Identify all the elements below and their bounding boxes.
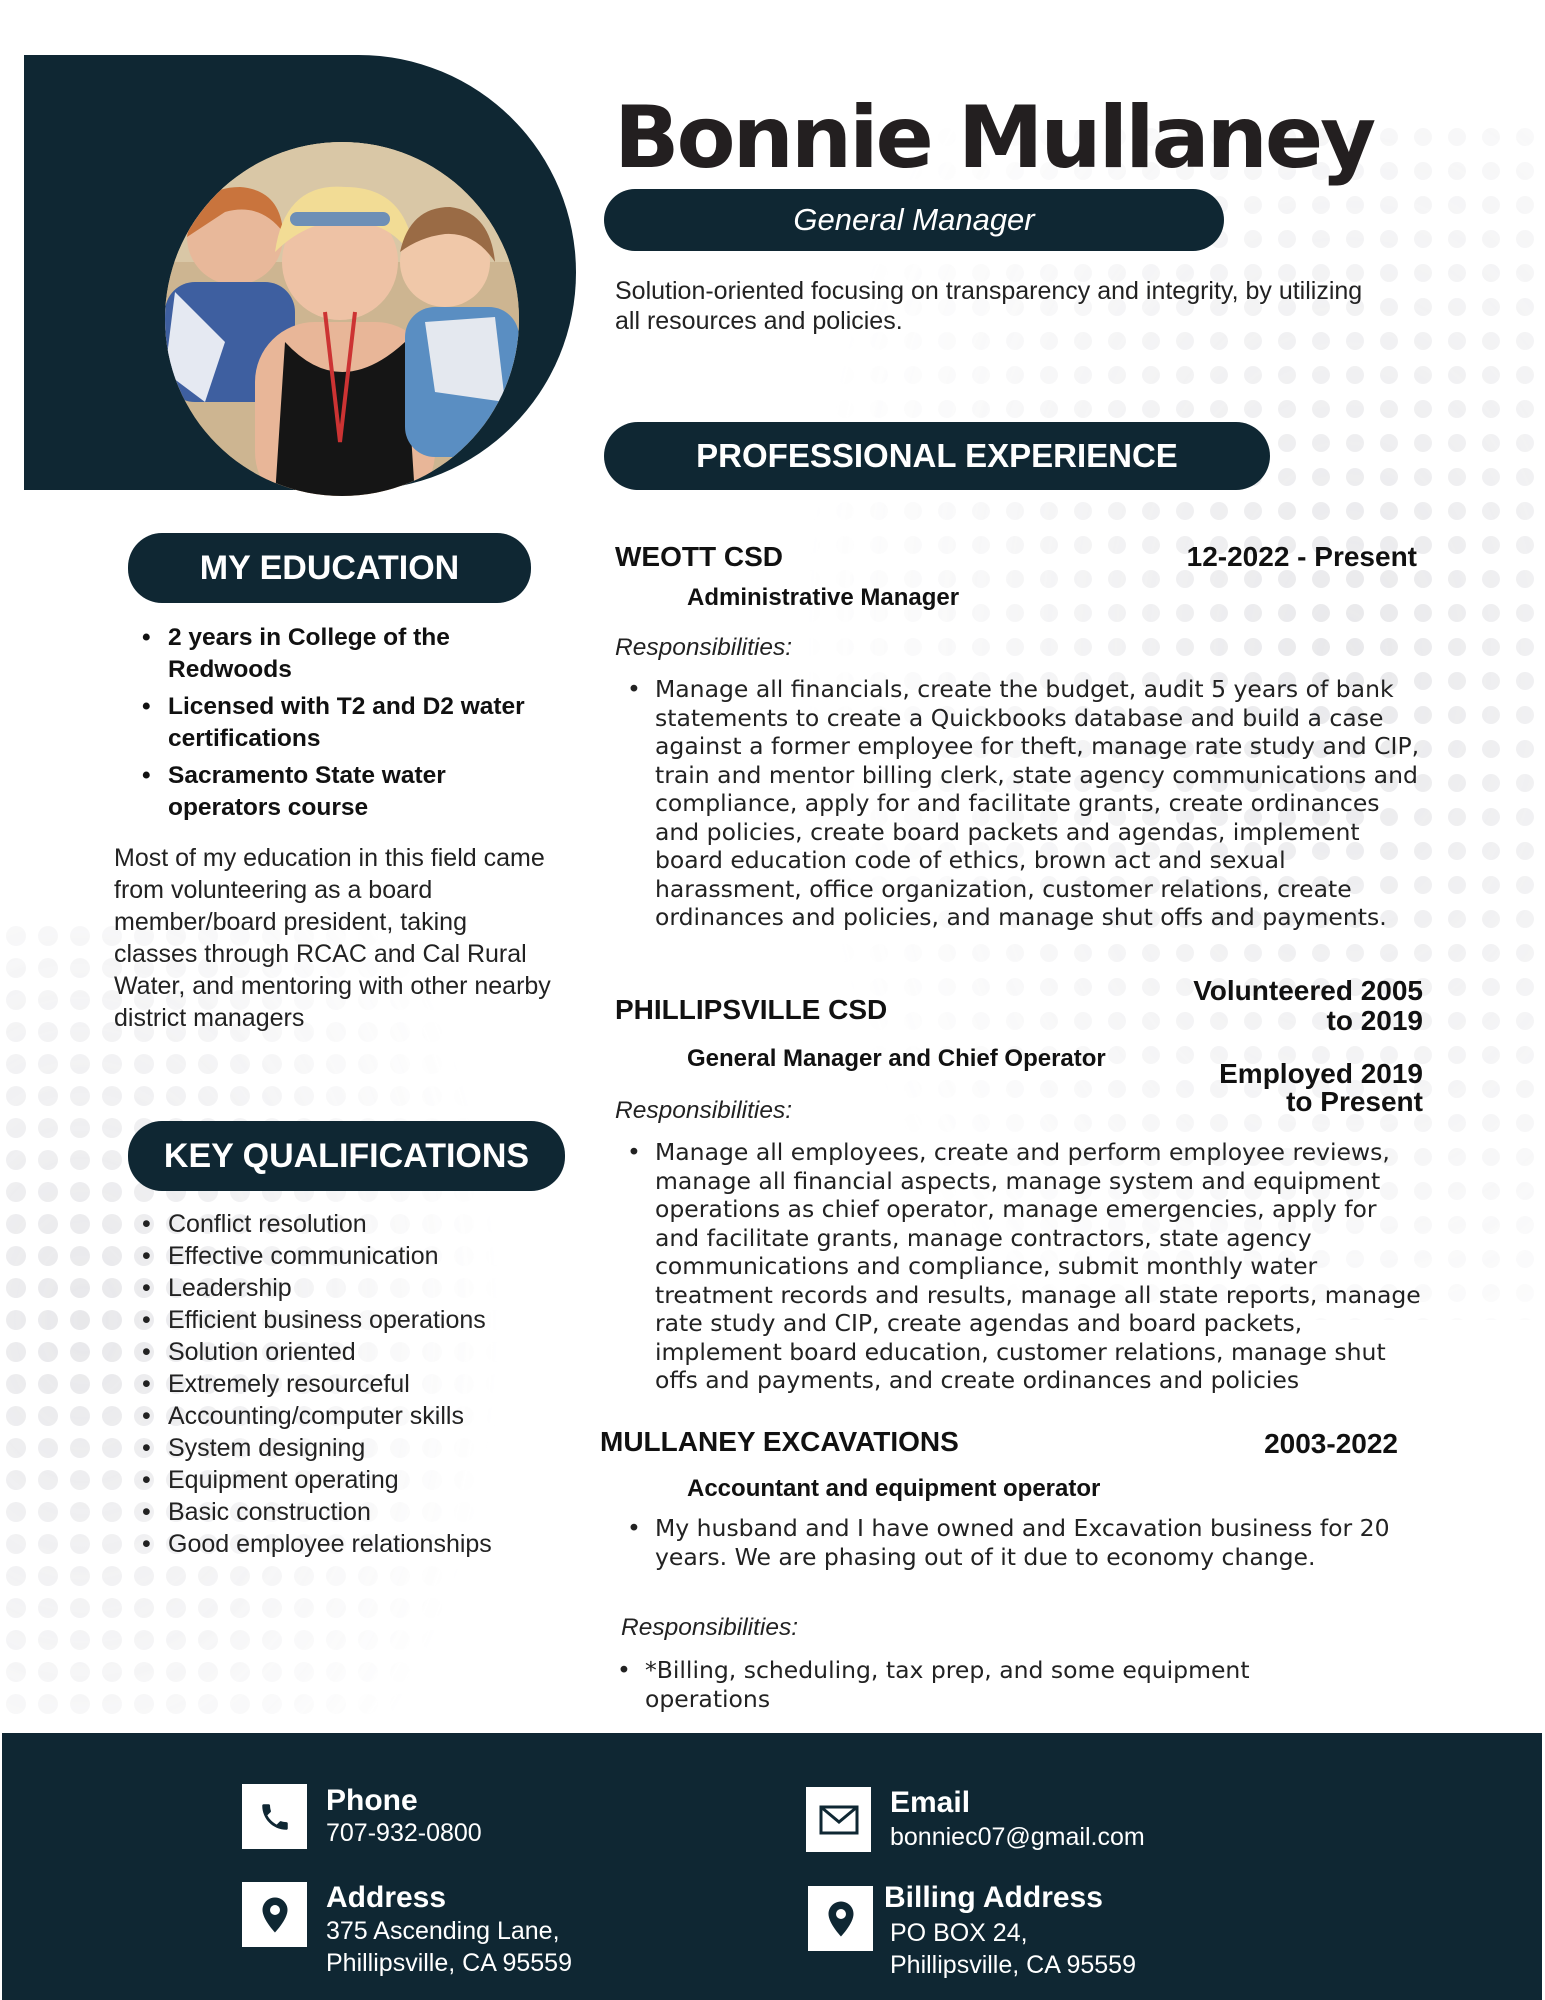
job-org-weott: WEOTT CSD xyxy=(615,541,783,572)
list-item: • 2 years in College of the Redwoods xyxy=(138,622,558,686)
job-bullets-phillipsville xyxy=(615,1138,1425,1395)
experience-heading-text: PROFESSIONAL EXPERIENCE xyxy=(696,437,1178,474)
responsibilities-label: Responsibilities: xyxy=(615,1097,793,1124)
qualifications-heading-text: KEY QUALIFICATIONS xyxy=(163,1136,530,1175)
list-item: • Basic construction xyxy=(138,1496,578,1528)
summary-text: Solution-oriented focusing on transparency and integrity, by utilizing all resources and policies. xyxy=(615,277,1363,335)
billing-line2: Phillipsville, CA 95559 xyxy=(890,1951,1136,1979)
person-name: Bonnie Mullaney xyxy=(614,88,1374,188)
profile-photo xyxy=(165,142,519,496)
job-role-mullaney: Accountant and equipment operator xyxy=(687,1475,1101,1502)
responsibilities-label: Responsibilities: xyxy=(621,1614,799,1641)
map-pin-icon xyxy=(808,1886,873,1951)
list-item: • Manage all financials, create the budget, audit 5 years of bank statements to create a Quickbooks database and build a case against a former employee for theft, manage rate study and CIP, train and mentor billing clerk, state agency communications and compliance, apply for and facilitate grants, create ordinances and policies, create board packets and agendas, implement board education code of ethics, brown act and sexual harassment, office organization, customer relations, create ordinances and policies, and manage shut offs and payments. xyxy=(615,675,1425,932)
address-label: Address xyxy=(326,1881,447,1914)
list-item: • Extremely resourceful xyxy=(138,1368,578,1400)
job-bullets-weott xyxy=(615,675,1425,932)
job-role-phillipsville: General Manager and Chief Operator xyxy=(687,1045,1106,1072)
contact-footer xyxy=(2,1733,1542,2000)
job-role-weott: Administrative Manager xyxy=(687,584,960,611)
list-item: • Manage all employees, create and perform employee reviews, manage all financial aspects, manage system and equipment operations as chief operator, manage emergencies, apply for and facilitate grants, manage contractors, state agency communications and compliance, submit monthly water treatment records and results, manage all state reports, manage rate study and CIP, create agendas and board packets, implement board education, customer relations, manage shut offs and payments, and create ordinances and policies xyxy=(615,1138,1425,1395)
phone-value[interactable]: 707-932-0800 xyxy=(326,1819,482,1847)
photo-illustration xyxy=(165,142,519,496)
job-dates-volunteered: Volunteered 2005 to 2019 xyxy=(1193,975,1423,1036)
list-item: • System designing xyxy=(138,1432,578,1464)
list-item: • Conflict resolution xyxy=(138,1208,578,1240)
list-item: • Good employee relationships xyxy=(138,1528,578,1560)
billing-line1: PO BOX 24, xyxy=(890,1919,1028,1947)
job-dates-weott: 12-2022 - Present xyxy=(1186,541,1417,572)
list-item: • Effective communication xyxy=(138,1240,578,1272)
job-bullets-mullaney xyxy=(605,1656,1345,1713)
job-intro-mullaney xyxy=(615,1514,1405,1571)
list-item: • *Billing, scheduling, tax prep, and some equipment operations xyxy=(605,1656,1345,1713)
address-line2: Phillipsville, CA 95559 xyxy=(326,1949,572,1977)
list-item: • Accounting/computer skills xyxy=(138,1400,578,1432)
job-dates-employed: Employed 2019 to Present xyxy=(1219,1058,1423,1117)
address-line1: 375 Ascending Lane, xyxy=(326,1917,560,1945)
education-heading xyxy=(128,533,531,603)
education-paragraph: Most of my education in this field came from volunteering as a board member/board president, taking classes through RCAC and Cal Rural Water, and mentoring with other nearby district managers xyxy=(114,844,551,1032)
list-item: • Solution oriented xyxy=(138,1336,578,1368)
list-item: • Sacramento State water operators course xyxy=(138,760,558,824)
job-title: General Manager xyxy=(793,202,1035,237)
phone-icon xyxy=(242,1784,307,1849)
billing-address-label: Billing Address xyxy=(884,1881,1103,1914)
envelope-icon xyxy=(806,1787,871,1852)
qualifications-list xyxy=(138,1208,578,1560)
list-item: • Efficient business operations xyxy=(138,1304,578,1336)
map-pin-icon xyxy=(242,1882,307,1947)
education-list xyxy=(138,622,558,829)
responsibilities-label: Responsibilities: xyxy=(615,634,793,661)
list-item: • My husband and I have owned and Excavation business for 20 years. We are phasing out of it due to economy change. xyxy=(615,1514,1405,1571)
email-value[interactable]: bonniec07@gmail.com xyxy=(890,1823,1145,1851)
experience-heading xyxy=(604,422,1270,490)
job-dates-mullaney: 2003-2022 xyxy=(1264,1428,1398,1459)
qualifications-heading xyxy=(128,1121,565,1191)
list-item: • Equipment operating xyxy=(138,1464,578,1496)
job-org-phillipsville: PHILLIPSVILLE CSD xyxy=(615,994,888,1025)
phone-label: Phone xyxy=(326,1784,418,1817)
list-item: • Licensed with T2 and D2 water certifications xyxy=(138,691,558,755)
list-item: • Leadership xyxy=(138,1272,578,1304)
education-heading-text: MY EDUCATION xyxy=(199,548,460,587)
job-title-badge xyxy=(604,189,1224,251)
job-org-mullaney: MULLANEY EXCAVATIONS xyxy=(600,1426,959,1457)
email-label: Email xyxy=(890,1786,971,1819)
